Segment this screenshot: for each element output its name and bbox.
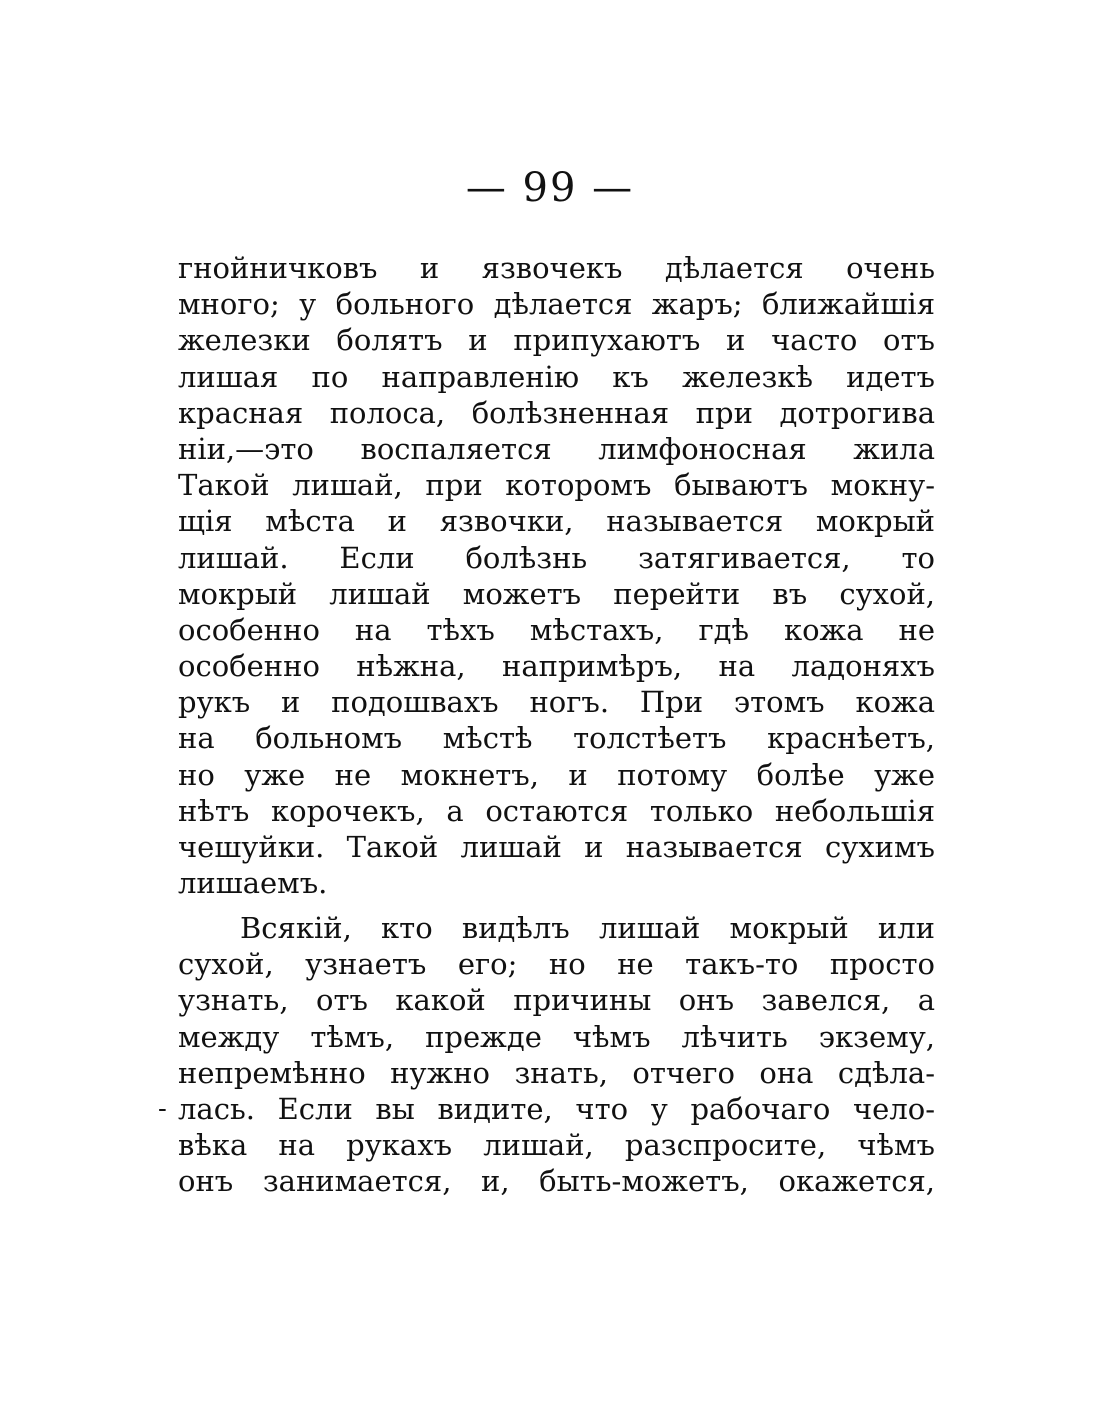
- text-line: лишаемъ.: [178, 866, 328, 901]
- text-line: вѣка на рукахъ лишай, разспросите, чѣмъ: [178, 1128, 935, 1163]
- paragraph-1: [178, 250, 935, 901]
- text-line: гнойничковъ и язвочекъ дѣлается очень: [178, 251, 935, 285]
- text-line: рукъ и подошвахъ ногъ. При этомъ кожа: [178, 685, 935, 720]
- text-line: сухой, узнаетъ его; но не такъ-то просто: [178, 947, 935, 982]
- text-line: нѣтъ корочекъ, а остаются только небольшія: [178, 793, 935, 828]
- text-line: чешуйки. Такой лишай и называется сухимъ: [178, 830, 935, 864]
- text-line: железки болятъ и припухаютъ и часто отъ: [178, 323, 935, 358]
- text-line: между тѣмъ, прежде чѣмъ лѣчить экзему,: [178, 1019, 935, 1054]
- text-line: лась. Если вы видите, что у рабочаго чело-: [178, 1091, 935, 1126]
- text-line: особенно на тѣхъ мѣстахъ, гдѣ кожа не: [178, 612, 935, 647]
- margin-mark: -: [158, 1094, 167, 1124]
- page-number: — 99 —: [465, 165, 635, 211]
- text-line: лишая по направленію къ железкѣ идетъ: [178, 359, 935, 394]
- text-line: Всякій, кто видѣлъ лишай мокрый или: [240, 911, 935, 945]
- text-line: узнать, отъ какой причины онъ завелся, а: [178, 983, 935, 1018]
- paragraph-2: [178, 910, 935, 1200]
- text-line: непремѣнно нужно знать, отчего она сдѣла-: [178, 1055, 935, 1090]
- text-line: но уже не мокнетъ, и потому болѣе уже: [178, 757, 935, 792]
- text-line: онъ занимается, и, быть-можетъ, окажется,: [178, 1164, 935, 1199]
- text-line: много; у больного дѣлается жаръ; ближайшія: [178, 287, 935, 322]
- text-line: мокрый лишай можетъ перейти въ сухой,: [178, 576, 935, 611]
- text-line: Такой лишай, при которомъ бываютъ мокну-: [178, 468, 935, 503]
- text-line: ніи,—это воспаляется лимфоносная жила: [178, 431, 935, 466]
- text-line: красная полоса, болѣзненная при дотрогива: [178, 395, 935, 430]
- text-line: лишай. Если болѣзнь затягивается, то: [178, 540, 935, 575]
- text-line: на больномъ мѣстѣ толстѣетъ краснѣетъ,: [178, 721, 935, 756]
- text-line: особенно нѣжна, напримѣръ, на ладоняхъ: [178, 649, 935, 684]
- text-line: щія мѣста и язвочки, называется мокрый: [178, 504, 935, 539]
